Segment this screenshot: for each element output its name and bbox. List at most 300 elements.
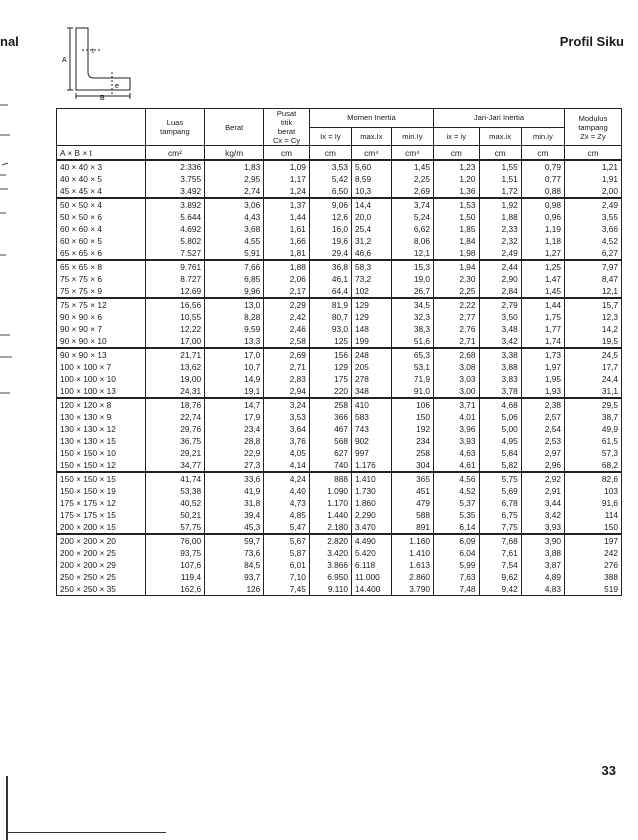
table-cell: 1,73	[521, 348, 564, 361]
table-cell: 1,51	[479, 173, 521, 185]
cell-dimension: 200 × 200 × 20	[57, 534, 146, 547]
table-cell: 24,4	[564, 373, 621, 385]
table-cell: 2,69	[264, 348, 310, 361]
table-cell: 1.410	[351, 472, 391, 485]
table-cell: 743	[351, 423, 391, 435]
table-cell: 3,64	[264, 423, 310, 435]
table-cell: 2,25	[391, 173, 433, 185]
table-cell: 175	[309, 373, 351, 385]
scan-edge-marks	[0, 95, 14, 435]
table-cell: 17,7	[564, 361, 621, 373]
table-cell: 5,87	[264, 547, 310, 559]
table-cell: 4.692	[145, 223, 204, 235]
table-row	[57, 435, 622, 447]
table-cell: 29,5	[564, 398, 621, 411]
table-cell: 114	[564, 509, 621, 521]
table-cell: 15,7	[564, 298, 621, 311]
table-cell: 1,24	[264, 185, 310, 198]
table-cell: 2,25	[433, 285, 479, 298]
table-row	[57, 285, 622, 298]
table-cell: 258	[309, 398, 351, 411]
table-cell: 2,49	[564, 198, 621, 211]
table-cell: 2,54	[521, 423, 564, 435]
table-cell: 3.492	[145, 185, 204, 198]
table-row	[57, 447, 622, 459]
table-cell: 13,0	[205, 298, 264, 311]
table-cell: 46,1	[309, 273, 351, 285]
table-cell: 119,4	[145, 571, 204, 583]
cell-dimension: 150 × 150 × 12	[57, 459, 146, 472]
table-cell: 22,74	[145, 411, 204, 423]
table-cell: 3,96	[433, 423, 479, 435]
table-cell: 205	[351, 361, 391, 373]
table-cell: 3,90	[521, 534, 564, 547]
table-cell: 40,52	[145, 497, 204, 509]
table-cell: 276	[564, 559, 621, 571]
table-row	[57, 534, 622, 547]
table-cell: 5,42	[309, 173, 351, 185]
table-row	[57, 398, 622, 411]
table-cell: 6,78	[479, 497, 521, 509]
header-modulus-tampang: Modulus tampang Zx = Zy	[564, 109, 621, 146]
table-cell: 4,83	[521, 583, 564, 596]
cell-dimension: 40 × 40 × 5	[57, 173, 146, 185]
table-cell: 129	[309, 361, 351, 373]
table-row	[57, 185, 622, 198]
table-row	[57, 485, 622, 497]
table-cell: 5,06	[479, 411, 521, 423]
table-cell: 73,6	[205, 547, 264, 559]
table-cell: 8.727	[145, 273, 204, 285]
table-cell: 1,21	[564, 160, 621, 173]
table-cell: 1,94	[433, 260, 479, 273]
cell-dimension: 90 × 90 × 7	[57, 323, 146, 335]
table-cell: 2,00	[564, 185, 621, 198]
table-cell: 5,47	[264, 521, 310, 534]
table-cell: 4,63	[433, 447, 479, 459]
table-cell: 34,5	[391, 298, 433, 311]
table-cell: 5.420	[351, 547, 391, 559]
table-cell: 125	[309, 335, 351, 348]
table-cell: 13,3	[205, 335, 264, 348]
table-cell: 23,4	[205, 423, 264, 435]
table-row	[57, 373, 622, 385]
table-cell: 1,55	[479, 160, 521, 173]
angle-profile-diagram	[60, 20, 150, 102]
table-cell: 1,44	[264, 211, 310, 223]
table-cell: 14,4	[351, 198, 391, 211]
table-row	[57, 298, 622, 311]
table-cell: 9,06	[309, 198, 351, 211]
table-cell: 6,01	[264, 559, 310, 571]
table-cell: 14.400	[351, 583, 391, 596]
table-cell: 3.420	[309, 547, 351, 559]
table-cell: 38,7	[564, 411, 621, 423]
table-cell: 2,33	[479, 223, 521, 235]
cell-dimension: 130 × 130 × 15	[57, 435, 146, 447]
table-cell: 3.790	[391, 583, 433, 596]
table-cell: 10,7	[205, 361, 264, 373]
cell-dimension: 175 × 175 × 15	[57, 509, 146, 521]
table-cell: 91,6	[564, 497, 621, 509]
table-cell: 24,31	[145, 385, 204, 398]
table-row	[57, 497, 622, 509]
cell-dimension: 200 × 200 × 25	[57, 547, 146, 559]
table-cell: 4,43	[205, 211, 264, 223]
cell-dimension: 175 × 175 × 12	[57, 497, 146, 509]
table-cell: 1,72	[479, 185, 521, 198]
table-cell: 519	[564, 583, 621, 596]
table-cell: 348	[351, 385, 391, 398]
table-cell: 5,75	[479, 472, 521, 485]
table-cell: 3,88	[479, 361, 521, 373]
table-cell: 7,61	[479, 547, 521, 559]
table-cell: 5,99	[433, 559, 479, 571]
page-number: 33	[601, 763, 616, 778]
table-cell: 36,8	[309, 260, 351, 273]
table-cell: 2,57	[521, 411, 564, 423]
table-cell: 18,76	[145, 398, 204, 411]
cell-dimension: 60 × 60 × 5	[57, 235, 146, 247]
table-row	[57, 385, 622, 398]
table-cell: 13,62	[145, 361, 204, 373]
table-cell: 3,55	[564, 211, 621, 223]
cell-dimension: 250 × 250 × 35	[57, 583, 146, 596]
table-cell: 258	[391, 447, 433, 459]
table-row	[57, 160, 622, 173]
cell-dimension: 75 × 75 × 6	[57, 273, 146, 285]
cell-dimension: 100 × 100 × 13	[57, 385, 146, 398]
table-row	[57, 211, 622, 223]
table-row	[57, 311, 622, 323]
table-cell: 479	[391, 497, 433, 509]
cell-dimension: 75 × 75 × 9	[57, 285, 146, 298]
table-cell: 3,53	[309, 160, 351, 173]
table-cell: 8,59	[351, 173, 391, 185]
table-cell: 4,14	[264, 459, 310, 472]
table-cell: 17,00	[145, 335, 204, 348]
table-cell: 12.69	[145, 285, 204, 298]
table-cell: 4,52	[564, 235, 621, 247]
table-cell: 58,3	[351, 260, 391, 273]
table-cell: 5,37	[433, 497, 479, 509]
table-cell: 33,6	[205, 472, 264, 485]
cell-dimension: 45 × 45 × 4	[57, 185, 146, 198]
table-cell: 467	[309, 423, 351, 435]
cell-dimension: 150 × 150 × 19	[57, 485, 146, 497]
table-cell: 162,6	[145, 583, 204, 596]
table-cell: 7,68	[479, 534, 521, 547]
table-cell: 22,9	[205, 447, 264, 459]
diagram-label-e: e	[115, 83, 119, 90]
table-cell: 51,6	[391, 335, 433, 348]
table-cell: 1,23	[433, 160, 479, 173]
cell-dimension: 200 × 200 × 15	[57, 521, 146, 534]
table-cell: 1,17	[264, 173, 310, 185]
table-cell: 129	[351, 311, 391, 323]
table-cell: 129	[351, 298, 391, 311]
table-cell: 6,62	[391, 223, 433, 235]
cell-dimension: 40 × 40 × 3	[57, 160, 146, 173]
table-cell: 2,77	[433, 311, 479, 323]
table-cell: 891	[391, 521, 433, 534]
table-cell: 2,90	[479, 273, 521, 285]
table-cell: 5,67	[264, 534, 310, 547]
table-cell: 365	[391, 472, 433, 485]
table-cell: 3,44	[521, 497, 564, 509]
table-cell: 2,71	[264, 361, 310, 373]
table-cell: 3.892	[145, 198, 204, 211]
header-dimension: A × B × t	[57, 146, 146, 161]
table-cell: 2,83	[264, 373, 310, 385]
table-cell: 451	[391, 485, 433, 497]
table-cell: 3,93	[433, 435, 479, 447]
cell-dimension: 65 × 65 × 8	[57, 260, 146, 273]
table-cell: 2,92	[521, 472, 564, 485]
table-cell: 6,75	[479, 509, 521, 521]
table-cell: 9.110	[309, 583, 351, 596]
table-cell: 1,45	[521, 285, 564, 298]
table-cell: 59,7	[205, 534, 264, 547]
table-cell: 49,9	[564, 423, 621, 435]
table-cell: 5,91	[205, 247, 264, 260]
scan-edge-line	[6, 776, 8, 840]
table-cell: 4,85	[264, 509, 310, 521]
table-cell: 3,42	[521, 509, 564, 521]
table-cell: 3,08	[433, 361, 479, 373]
table-cell: 93,75	[145, 547, 204, 559]
table-cell: 26,7	[391, 285, 433, 298]
table-cell: 2,84	[479, 285, 521, 298]
table-cell: 1,61	[264, 223, 310, 235]
table-cell: 5,35	[433, 509, 479, 521]
table-cell: 7,54	[479, 559, 521, 571]
table-cell: 3,71	[433, 398, 479, 411]
table-cell: 41,9	[205, 485, 264, 497]
table-cell: 1,66	[264, 235, 310, 247]
table-cell: 1,53	[433, 198, 479, 211]
table-row	[57, 198, 622, 211]
table-cell: 1.410	[391, 547, 433, 559]
table-cell: 9.761	[145, 260, 204, 273]
table-cell: 3.755	[145, 173, 204, 185]
table-cell: 17,9	[205, 411, 264, 423]
table-cell: 25,4	[351, 223, 391, 235]
table-cell: 3.866	[309, 559, 351, 571]
table-cell: 9,42	[479, 583, 521, 596]
table-cell: 150	[391, 411, 433, 423]
table-cell: 3,68	[205, 223, 264, 235]
table-row	[57, 173, 622, 185]
table-cell: 39,4	[205, 509, 264, 521]
table-cell: 1,92	[479, 198, 521, 211]
table-cell: 4,95	[479, 435, 521, 447]
table-cell: 0,88	[521, 185, 564, 198]
header-momen-inertia: Momen Inertia	[309, 109, 433, 128]
cell-dimension: 65 × 65 × 6	[57, 247, 146, 260]
table-cell: 3,88	[521, 547, 564, 559]
table-cell: 0,79	[521, 160, 564, 173]
cell-dimension: 90 × 90 × 13	[57, 348, 146, 361]
table-cell: 80,7	[309, 311, 351, 323]
table-cell: 7,97	[564, 260, 621, 273]
table-cell: 3,53	[264, 411, 310, 423]
page-title: Profil Siku	[559, 34, 624, 49]
table-cell: 5,69	[479, 485, 521, 497]
table-row	[57, 361, 622, 373]
table-cell: 7,63	[433, 571, 479, 583]
table-cell: 1,97	[521, 361, 564, 373]
table-cell: 76,00	[145, 534, 204, 547]
table-cell: 4,40	[264, 485, 310, 497]
table-cell: 91,0	[391, 385, 433, 398]
table-cell: 148	[351, 323, 391, 335]
table-cell: 57,75	[145, 521, 204, 534]
table-cell: 1.090	[309, 485, 351, 497]
table-cell: 15,3	[391, 260, 433, 273]
header-luas: Luas tampang	[145, 109, 204, 146]
table-row	[57, 247, 622, 260]
table-cell: 902	[351, 435, 391, 447]
table-cell: 6.118	[351, 559, 391, 571]
table-cell: 2,49	[479, 247, 521, 260]
table-row	[57, 547, 622, 559]
table-cell: 1,83	[205, 160, 264, 173]
table-cell: 19,5	[564, 335, 621, 348]
table-cell: 31,2	[351, 235, 391, 247]
table-cell: 7,45	[264, 583, 310, 596]
table-cell: 1,19	[521, 223, 564, 235]
table-cell: 1.160	[391, 534, 433, 547]
table-cell: 6,04	[433, 547, 479, 559]
table-cell: 12,3	[564, 311, 621, 323]
table-cell: 220	[309, 385, 351, 398]
table-cell: 2,22	[433, 298, 479, 311]
table-cell: 103	[564, 485, 621, 497]
table-cell: 2,74	[205, 185, 264, 198]
table-cell: 6.950	[309, 571, 351, 583]
table-cell: 14,2	[564, 323, 621, 335]
cell-dimension: 90 × 90 × 6	[57, 311, 146, 323]
subheader-min-iy: min.Iy	[391, 127, 433, 146]
table-cell: 53,1	[391, 361, 433, 373]
table-cell: 8,06	[391, 235, 433, 247]
subheader-ix-iy: Ix = Iy	[309, 127, 351, 146]
table-cell: 7,48	[433, 583, 479, 596]
table-cell: 32,3	[391, 311, 433, 323]
table-cell: 64,4	[309, 285, 351, 298]
table-cell: 10,3	[351, 185, 391, 198]
table-cell: 21,71	[145, 348, 204, 361]
table-cell: 12,1	[391, 247, 433, 260]
table-row	[57, 235, 622, 247]
table-cell: 888	[309, 472, 351, 485]
diagram-label-t: t	[92, 48, 94, 55]
table-cell: 627	[309, 447, 351, 459]
table-cell: 65,3	[391, 348, 433, 361]
table-cell: 19,1	[205, 385, 264, 398]
cell-dimension: 100 × 100 × 10	[57, 373, 146, 385]
cell-dimension: 75 × 75 × 12	[57, 298, 146, 311]
table-cell: 1,93	[521, 385, 564, 398]
table-cell: 2,58	[264, 335, 310, 348]
table-cell: 0,98	[521, 198, 564, 211]
table-cell: 36,75	[145, 435, 204, 447]
table-cell: 5.802	[145, 235, 204, 247]
table-cell: 3,03	[433, 373, 479, 385]
table-cell: 8,28	[205, 311, 264, 323]
cell-dimension: 60 × 60 × 4	[57, 223, 146, 235]
table-cell: 568	[309, 435, 351, 447]
table-cell: 3,66	[564, 223, 621, 235]
table-cell: 2,76	[433, 323, 479, 335]
table-cell: 1,27	[521, 247, 564, 260]
table-cell: 73,2	[351, 273, 391, 285]
table-cell: 740	[309, 459, 351, 472]
table-cell: 3,76	[264, 435, 310, 447]
table-cell: 388	[564, 571, 621, 583]
cell-dimension: 200 × 200 × 29	[57, 559, 146, 571]
table-cell: 3,06	[205, 198, 264, 211]
table-cell: 8,47	[564, 273, 621, 285]
table-cell: 2,71	[433, 335, 479, 348]
table-cell: 278	[351, 373, 391, 385]
table-cell: 2,91	[521, 485, 564, 497]
table-cell: 71,9	[391, 373, 433, 385]
table-cell: 3,83	[479, 373, 521, 385]
table-cell: 6,09	[433, 534, 479, 547]
table-cell: 57,3	[564, 447, 621, 459]
table-cell: 29,21	[145, 447, 204, 459]
table-cell: 1,91	[564, 173, 621, 185]
table-cell: 107,6	[145, 559, 204, 571]
table-cell: 50,21	[145, 509, 204, 521]
table-row	[57, 521, 622, 534]
table-cell: 38,3	[391, 323, 433, 335]
table-cell: 5,82	[479, 459, 521, 472]
table-row	[57, 423, 622, 435]
table-cell: 126	[205, 583, 264, 596]
table-cell: 3,50	[479, 311, 521, 323]
table-cell: 1,88	[479, 211, 521, 223]
diagram-label-a: A	[62, 57, 67, 64]
table-cell: 28,8	[205, 435, 264, 447]
table-cell: 366	[309, 411, 351, 423]
table-cell: 9,96	[205, 285, 264, 298]
table-row	[57, 223, 622, 235]
table-cell: 12,6	[309, 211, 351, 223]
table-cell: 2,68	[433, 348, 479, 361]
table-cell: 19,00	[145, 373, 204, 385]
table-cell: 2.290	[351, 509, 391, 521]
table-cell: 34,77	[145, 459, 204, 472]
table-cell: 1,75	[521, 311, 564, 323]
table-cell: 4.490	[351, 534, 391, 547]
table-cell: 2,42	[264, 311, 310, 323]
table-cell: 0,96	[521, 211, 564, 223]
table-cell: 12,22	[145, 323, 204, 335]
table-cell: 2,38	[521, 398, 564, 411]
table-cell: 2,30	[433, 273, 479, 285]
table-cell: 3,93	[521, 521, 564, 534]
table-cell: 1,09	[264, 160, 310, 173]
table-cell: 410	[351, 398, 391, 411]
table-cell: 3.470	[351, 521, 391, 534]
table-cell: 6,85	[205, 273, 264, 285]
table-cell: 192	[391, 423, 433, 435]
table-cell: 46,6	[351, 247, 391, 260]
table-cell: 53,38	[145, 485, 204, 497]
